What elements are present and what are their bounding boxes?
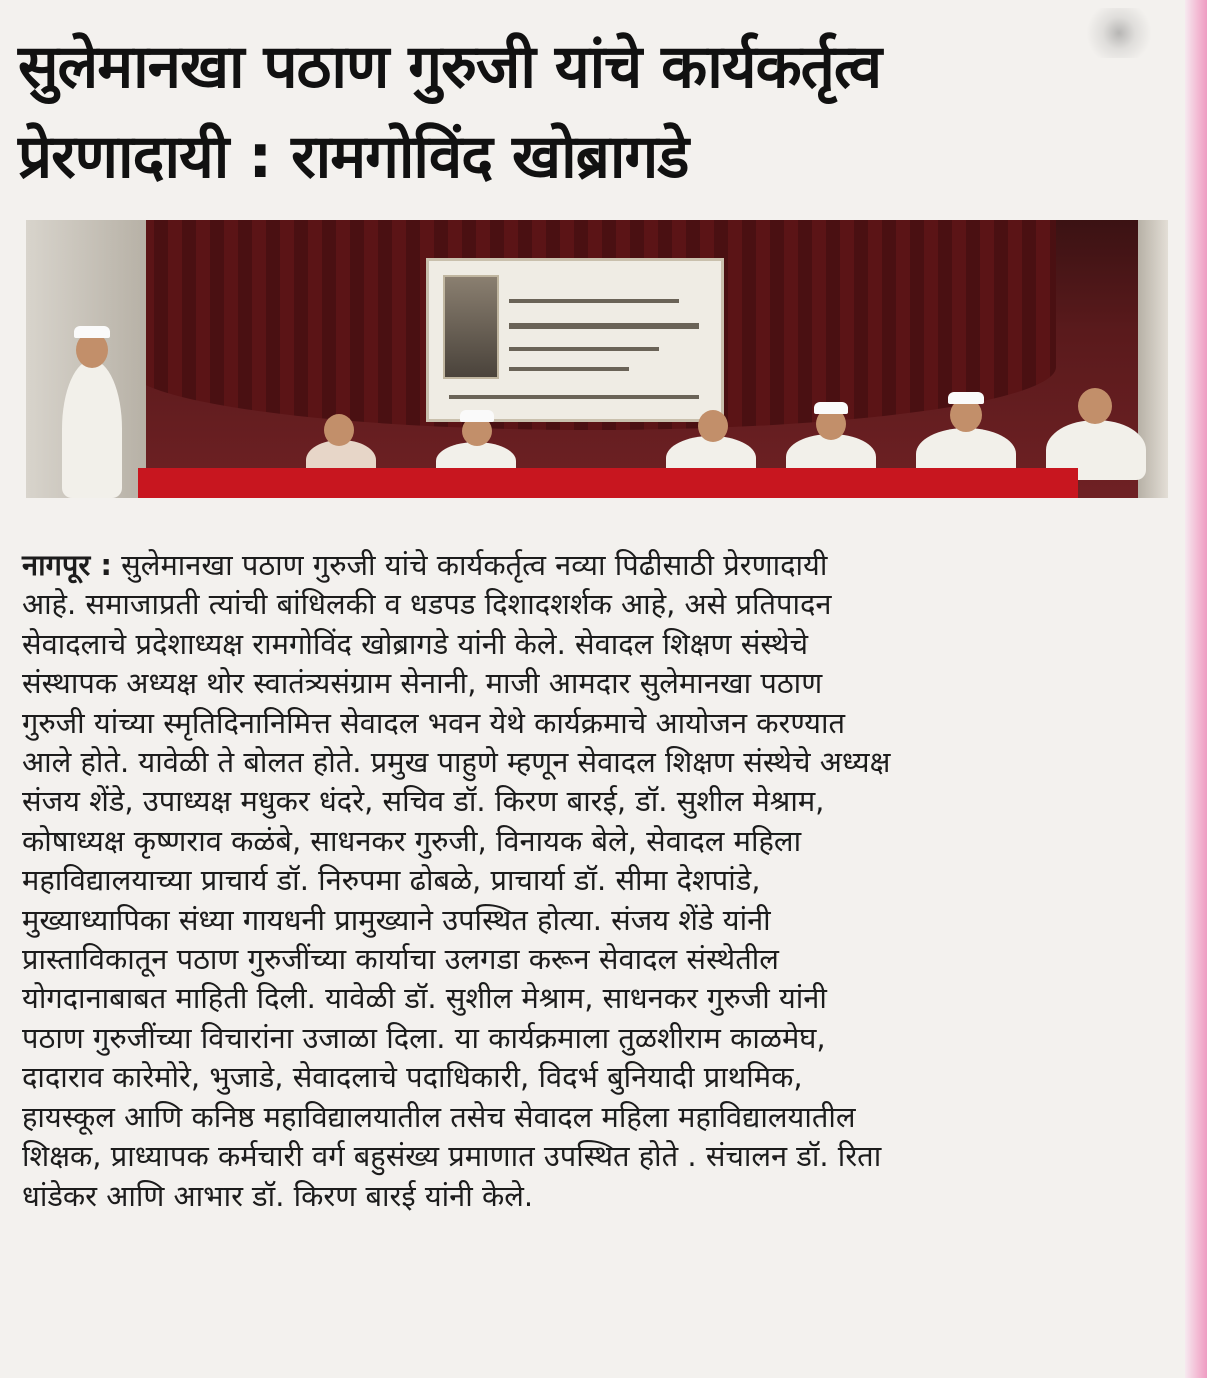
article-line: पठाण गुरुजींच्या विचारांना उजाळा दिला. या कार्यक्रमाला तुळशीराम काळमेघ,	[22, 1020, 826, 1055]
article-line: गुरुजी यांच्या स्मृतिदिनानिमित्त सेवादल भवन येथे कार्यक्रमाचे आयोजन करण्यात	[22, 705, 846, 740]
article-body	[22, 546, 1152, 1216]
speaker-figure	[62, 360, 122, 498]
article-headline	[18, 22, 1108, 202]
article-line: योगदानाबाबत माहिती दिली. यावेळी डॉ. सुशील मेश्राम, साधनकर गुरुजी यांनी	[22, 981, 827, 1016]
page-edge-decoration	[1185, 0, 1207, 1378]
stage-event-photo	[26, 220, 1168, 498]
headline-line-2: प्रेरणादायी : रामगोविंद खोब्रागडे	[18, 122, 689, 192]
article-line: धांडेकर आणि आभार डॉ. किरण बारई यांनी केले.	[22, 1178, 534, 1213]
article-line: आले होते. यावेळी ते बोलत होते. प्रमुख पाहुणे म्हणून सेवादल शिक्षण संस्थेचे अध्यक्ष	[22, 745, 891, 780]
banner-portrait	[443, 275, 499, 379]
article-line: कोषाध्यक्ष कृष्णराव कळंबे, साधनकर गुरुजी, विनायक बेले, सेवादल महिला	[22, 823, 802, 858]
article-line: संजय शेंडे, उपाध्यक्ष मधुकर धंदरे, सचिव डॉ. किरण बारई, डॉ. सुशील मेश्राम,	[22, 784, 825, 819]
stage-table	[138, 468, 1078, 498]
headline-line-1: सुलेमानखा पठाण गुरुजी यांचे कार्यकर्तृत्व	[18, 32, 882, 102]
article-line: संस्थापक अध्यक्ष थोर स्वातंत्र्यसंग्राम सेनानी, माजी आमदार सुलेमानखा पठाण	[22, 666, 823, 701]
article-line: हायस्कूल आणि कनिष्ठ महाविद्यालयातील तसेच सेवादल महिला महाविद्यालयातील	[22, 1099, 856, 1134]
article-line: सेवादलाचे प्रदेशाध्यक्ष रामगोविंद खोब्रागडे यांनी केले. सेवादल शिक्षण संस्थेचे	[22, 626, 808, 661]
article-line: दादाराव कारेमोरे, भुजाडे, सेवादलाचे पदाधिकारी, विदर्भ बुनियादी प्राथमिक,	[22, 1060, 803, 1095]
article-line: मुख्याध्यापिका संध्या गायधनी प्रामुख्याने उपस्थित होत्या. संजय शेंडे यांनी	[22, 902, 771, 937]
article-line: महाविद्यालयाच्या प्राचार्य डॉ. निरुपमा ढोबळे, प्राचार्या डॉ. सीमा देशपांडे,	[22, 863, 761, 898]
article-line: प्रास्ताविकातून पठाण गुरुजींच्या कार्याचा उलगडा करून सेवादल संस्थेतील	[22, 942, 779, 977]
stage-banner	[426, 258, 724, 422]
article-line: शिक्षक, प्राध्यापक कर्मचारी वर्ग बहुसंख्य प्रमाणात उपस्थित होते . संचालन डॉ. रिता	[22, 1139, 882, 1174]
article-line: आहे. समाजाप्रती त्यांची बांधिलकी व धडपड दिशादशर्शक आहे, असे प्रतिपादन	[22, 587, 832, 622]
dateline: नागपूर :	[22, 548, 112, 582]
article-line: नागपूर : सुलेमानखा पठाण गुरुजी यांचे कार्यकर्तृत्व नव्या पिढीसाठी प्रेरणादायी	[22, 548, 828, 582]
